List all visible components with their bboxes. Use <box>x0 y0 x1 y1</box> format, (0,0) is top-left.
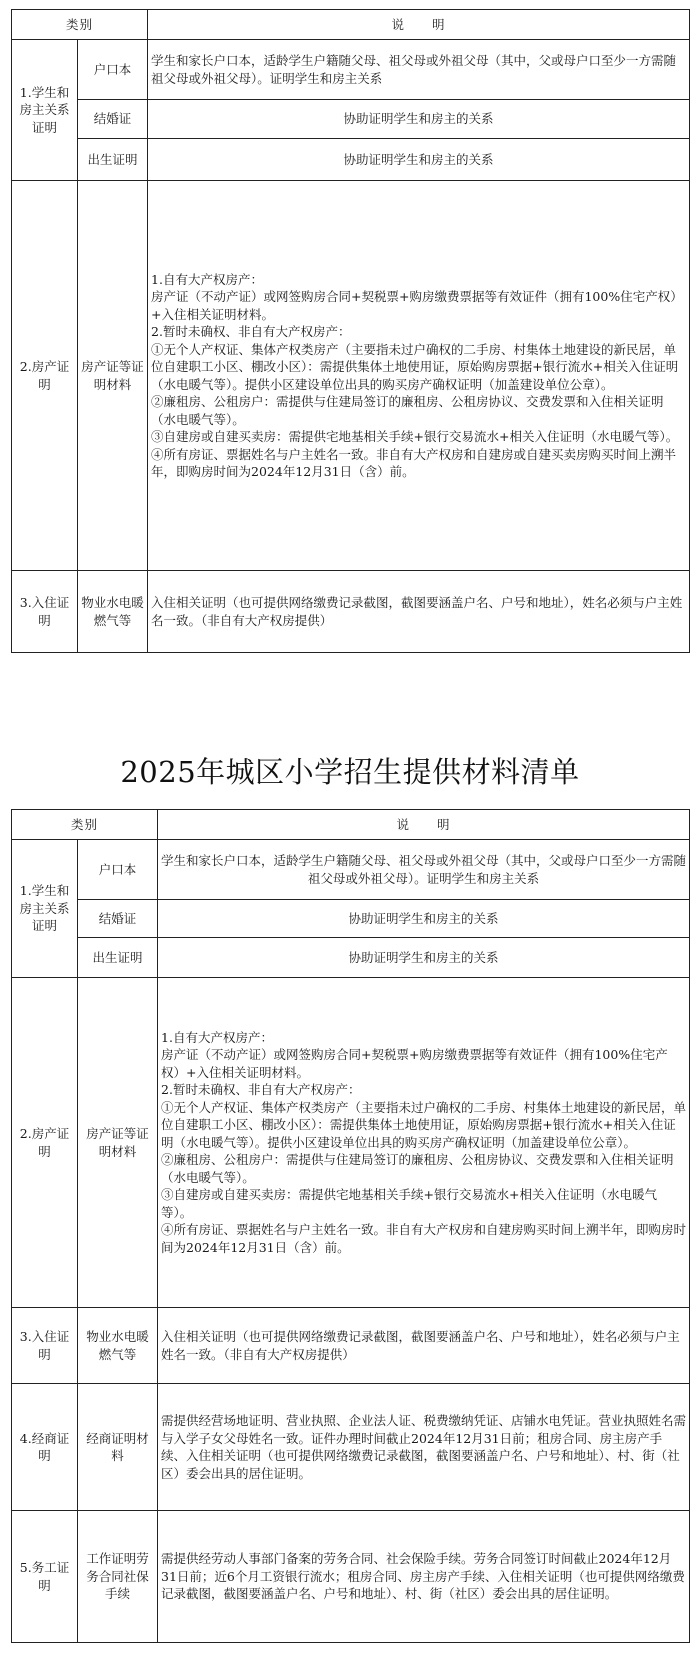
materials-table-top <box>11 9 690 653</box>
group-cell: 2.房产证明 <box>12 978 78 1308</box>
description-line: ④所有房证、票据姓名与户主姓名一致。非自有大产权房和自建房或自建买卖房购买时间上溯半年，即购房时间为2024年12月31日（含）前。 <box>151 446 677 479</box>
group-cell: 4.经商证明 <box>12 1384 78 1511</box>
description-cell <box>148 181 690 571</box>
item-cell: 结婚证 <box>78 100 148 139</box>
table-row <box>12 840 690 900</box>
page-title: 2025年城区小学招生提供材料清单 <box>120 755 580 789</box>
description-cell: 入住相关证明（也可提供网络缴费记录截图，截图要涵盖户名、户号和地址），姓名必须与户主姓名一致。（非自有大产权房提供） <box>148 571 690 653</box>
description-line: 2.暂时未确权、非自有大产权房产： <box>151 324 351 339</box>
description-cell: 需提供经营场地证明、营业执照、企业法人证、税费缴纳凭证、店铺水电凭证。营业执照姓名需与入学子女父母姓名一致。证件办理时间截止2024年12月31日前；租房合同、房主房产手续、入住相关证明（也可提供网络缴费记录截图，截图要涵盖户名、户号和地址）、村、街（社区）委会出具的居住证明。 <box>158 1384 690 1511</box>
group-cell: 1.学生和房主关系证明 <box>12 40 78 181</box>
description-line: ①无个人产权证、集体产权类房产（主要指未过户确权的二手房、村集体土地建设的新民居，单位自建职工小区、棚改小区）：需提供集体土地使用证，原始购房票据+银行流水+相关入住证明（水电暖气等）。提供小区建设单位出具的购买房产确权证明（加盖建设单位公章）。 <box>151 341 679 392</box>
description-cell: 学生和家长户口本，适龄学生户籍随父母、祖父母或外祖父母（其中，父或母户口至少一方需随祖父母或外祖父母）。证明学生和房主关系 <box>148 40 690 100</box>
table-row <box>12 1511 690 1643</box>
group-cell: 3.入住证明 <box>12 1308 78 1384</box>
description-line: ②廉租房、公租房户：需提供与住建局签订的廉租房、公租房协议、交费发票和入住相关证明（水电暖气等）。 <box>161 1152 674 1185</box>
description-cell: 协助证明学生和房主的关系 <box>148 139 690 181</box>
group-cell: 3.入住证明 <box>12 571 78 653</box>
item-cell: 工作证明劳务合同社保手续 <box>78 1511 158 1643</box>
table-row <box>12 1384 690 1511</box>
item-cell: 房产证等证明材料 <box>78 978 158 1308</box>
table-row <box>12 181 690 571</box>
group-cell: 2.房产证明 <box>12 181 78 571</box>
description-line: 2.暂时未确权、非自有大产权房产： <box>161 1082 361 1098</box>
table-row <box>12 978 690 1308</box>
description-line: ②廉租房、公租房户：需提供与住建局签订的廉租房、公租房协议、交费发票和入住相关证明（水电暖气等）。 <box>151 394 664 427</box>
description-line: ③自建房或自建买卖房：需提供宅地基相关手续+银行交易流水+相关入住证明（水电暖气等）。 <box>161 1187 657 1220</box>
description-cell: 需提供经劳动人事部门备案的劳务合同、社会保险手续。劳务合同签订时间截止2024年12月31日前；近6个月工资银行流水；租房合同、房主房产手续、入住相关证明（也可提供网络缴费记录截图，截图要涵盖户名、户号和地址）、村、街（社区）委会出具的居住证明。 <box>158 1511 690 1643</box>
description-line: ④所有房证、票据姓名与户主姓名一致。非自有大产权房和自建房购买时间上溯半年，即购房时间为2024年12月31日（含）前。 <box>161 1222 687 1255</box>
header-category: 类别 <box>12 10 148 40</box>
description-line: 房产证（不动产证）或网签购房合同+契税票+购房缴费票据等有效证件（拥有100%住宅产权）+入住相关证明材料。 <box>151 289 683 322</box>
description-cell: 协助证明学生和房主的关系 <box>158 938 690 978</box>
group-cell: 5.务工证明 <box>12 1511 78 1643</box>
table-row <box>12 938 690 978</box>
description-line: ③自建房或自建买卖房：需提供宅地基相关手续+银行交易流水+相关入住证明（水电暖气等）。 <box>151 429 679 444</box>
table-row <box>12 1308 690 1384</box>
item-cell: 经商证明材料 <box>78 1384 158 1511</box>
description-cell <box>158 978 690 1308</box>
description-line: 1.自有大产权房产： <box>161 1029 273 1045</box>
item-cell: 户口本 <box>78 840 158 900</box>
header-category: 类别 <box>12 810 158 840</box>
description-cell: 学生和家长户口本，适龄学生户籍随父母、祖父母或外祖父母（其中，父或母户口至少一方需随祖父母或外祖父母）。证明学生和房主关系 <box>158 840 690 900</box>
item-cell: 房产证等证明材料 <box>78 181 148 571</box>
item-cell: 结婚证 <box>78 900 158 938</box>
description-line: 房产证（不动产证）或网签购房合同+契税票+购房缴费票据等有效证件（拥有100%住宅产权）+入住相关证明材料。 <box>161 1047 668 1080</box>
item-cell: 出生证明 <box>78 938 158 978</box>
table-row <box>12 900 690 938</box>
description-cell: 协助证明学生和房主的关系 <box>158 900 690 938</box>
description-cell: 入住相关证明（也可提供网络缴费记录截图，截图要涵盖户名、户号和地址），姓名必须与户主姓名一致。（非自有大产权房提供） <box>158 1308 690 1384</box>
header-description: 说 明 <box>158 810 690 840</box>
description-cell: 协助证明学生和房主的关系 <box>148 100 690 139</box>
materials-table-main <box>11 809 690 1643</box>
item-cell: 物业水电暖燃气等 <box>78 571 148 653</box>
group-cell: 1.学生和房主关系证明 <box>12 840 78 978</box>
table-row <box>12 139 690 181</box>
table-header-row <box>12 10 690 40</box>
item-cell: 物业水电暖燃气等 <box>78 1308 158 1384</box>
table-row <box>12 40 690 100</box>
description-line: ①无个人产权证、集体产权类房产（主要指未过户确权的二手房、村集体土地建设的新民居，单位自建职工小区、棚改小区）：需提供集体土地使用证，原始购房票据+银行流水+相关入住证明（水电暖气等）。提供小区建设单位出具的购买房产确权证明（加盖建设单位公章）。 <box>161 1099 687 1150</box>
item-cell: 户口本 <box>78 40 148 100</box>
table-row <box>12 571 690 653</box>
item-cell: 出生证明 <box>78 139 148 181</box>
table-row <box>12 100 690 139</box>
header-description: 说 明 <box>148 10 690 40</box>
description-line: 1.自有大产权房产： <box>151 271 263 287</box>
table-header-row <box>12 810 690 840</box>
